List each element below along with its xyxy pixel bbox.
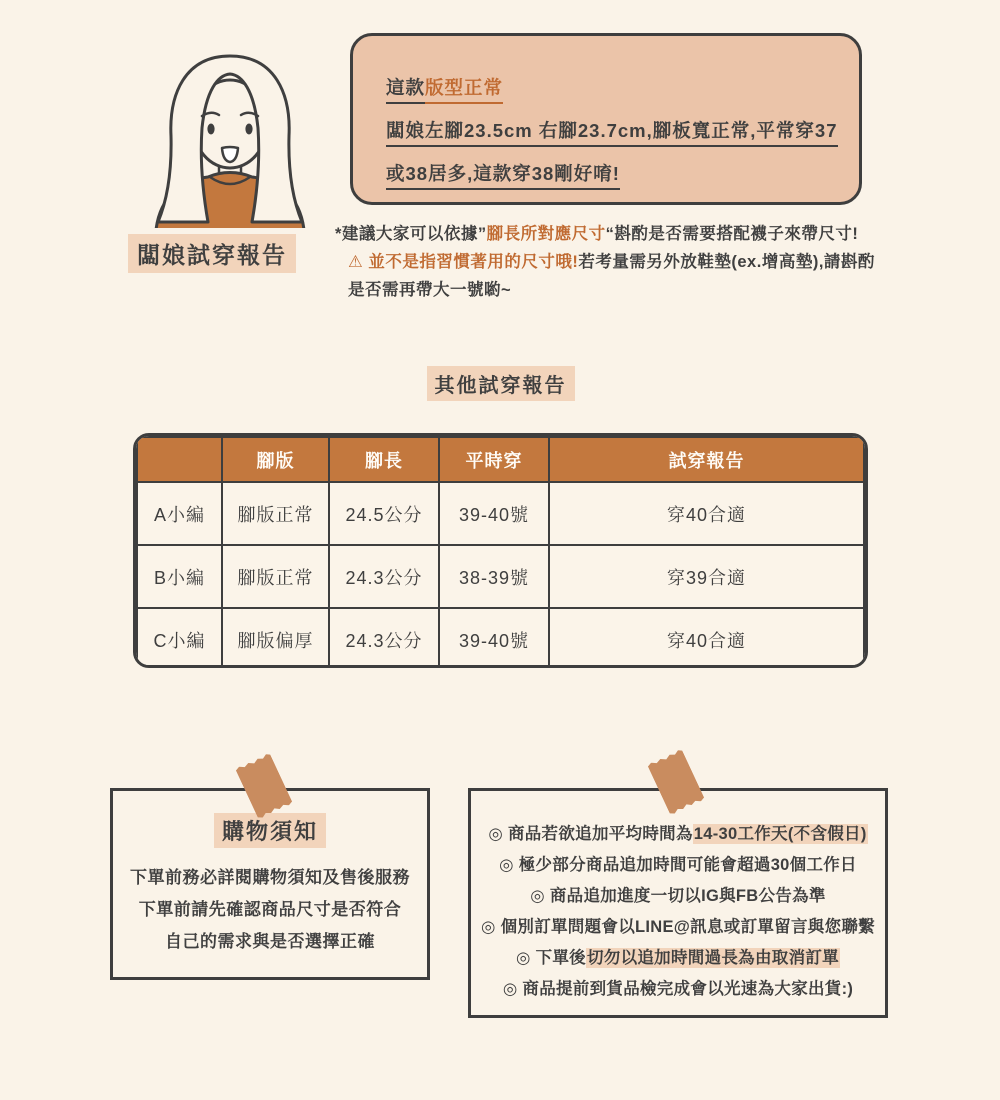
table-header-foot-shape: 腳版 <box>222 437 329 482</box>
table-cell: A小編 <box>137 482 222 545</box>
table-header-row <box>137 437 864 482</box>
bubble-line-2: 闆娘左腳23.5cm 右腳23.7cm,腳板寬正常,平常穿37 <box>386 109 835 152</box>
table-cell: C小編 <box>137 608 222 668</box>
table-header-foot-length: 腳長 <box>329 437 439 482</box>
table-cell: 穿40合適 <box>549 608 864 668</box>
table-header-fit-report: 試穿報告 <box>549 437 864 482</box>
table-cell: 24.3公分 <box>329 545 439 608</box>
table-cell: 穿39合適 <box>549 545 864 608</box>
sizing-advisory-notes <box>335 220 895 304</box>
note-line-2: ⚠ 並不是指習慣著用的尺寸哦!若考量需另外放鞋墊(ex.增高墊),請斟酌 <box>348 253 875 271</box>
table-cell: 腳版正常 <box>222 482 329 545</box>
table-cell: 腳版正常 <box>222 545 329 608</box>
table-cell: 38-39號 <box>439 545 549 608</box>
rule-line: ◎ 個別訂單問題會以LINE@訊息或訂單留言與您聯繫 <box>481 918 875 936</box>
other-reports-title-wrap <box>133 366 868 401</box>
avatar-eye-right <box>245 124 252 135</box>
bubble-line-1 <box>386 66 835 109</box>
boss-avatar-illustration <box>130 28 330 228</box>
table-row <box>137 608 864 668</box>
notice-line: 自己的需求與是否選擇正確 <box>165 932 375 951</box>
bubble-line1-orange: 版型正常 <box>425 77 503 104</box>
bubble-line1-dark: 這款 <box>386 77 425 104</box>
rule-line: ◎ 商品若欲追加平均時間為14-30工作天(不含假日) <box>488 825 867 843</box>
rule-line: ◎ 商品追加進度一切以IG與FB公告為準 <box>530 887 826 905</box>
avatar-mouth <box>222 147 238 162</box>
warning-icon: ⚠ <box>348 253 364 271</box>
rule-line: ◎ 下單後切勿以追加時間過長為由取消訂單 <box>516 949 839 967</box>
notice-line: 下單前務必詳閱購物須知及售後服務 <box>130 868 410 887</box>
avatar-eye-left <box>207 124 214 135</box>
table-cell: 腳版偏厚 <box>222 608 329 668</box>
notice-line: 下單前請先確認商品尺寸是否符合 <box>138 900 402 919</box>
table-cell: 24.3公分 <box>329 608 439 668</box>
table-row <box>137 545 864 608</box>
other-reports-title: 其他試穿報告 <box>427 366 575 401</box>
table-header-blank <box>137 437 222 482</box>
rule-line: ◎ 商品提前到貨品檢完成會以光速為大家出貨:) <box>502 980 854 998</box>
table-header-usual-size: 平時穿 <box>439 437 549 482</box>
shopping-notice-title: 購物須知 <box>214 813 326 848</box>
table-cell: 24.5公分 <box>329 482 439 545</box>
order-rules-box <box>468 788 888 1018</box>
table-cell: 39-40號 <box>439 608 549 668</box>
note-line-1: *建議大家可以依據”腳長所對應尺寸“斟酌是否需要搭配襪子來帶尺寸! <box>335 225 859 243</box>
note-line-3: 是否需再帶大一號喲~ <box>348 281 512 299</box>
bubble-line-3: 或38居多,這款穿38剛好唷! <box>386 152 835 195</box>
table-cell: B小編 <box>137 545 222 608</box>
table-cell: 39-40號 <box>439 482 549 545</box>
boss-fit-report-label: 闆娘試穿報告 <box>128 234 296 273</box>
rule-line: ◎ 極少部分商品追加時間可能會超過30個工作日 <box>499 856 857 874</box>
fit-report-speech-bubble <box>350 33 862 205</box>
shopping-notice-box <box>110 788 430 980</box>
table-row <box>137 482 864 545</box>
fit-report-table <box>133 433 868 668</box>
table-cell: 穿40合適 <box>549 482 864 545</box>
